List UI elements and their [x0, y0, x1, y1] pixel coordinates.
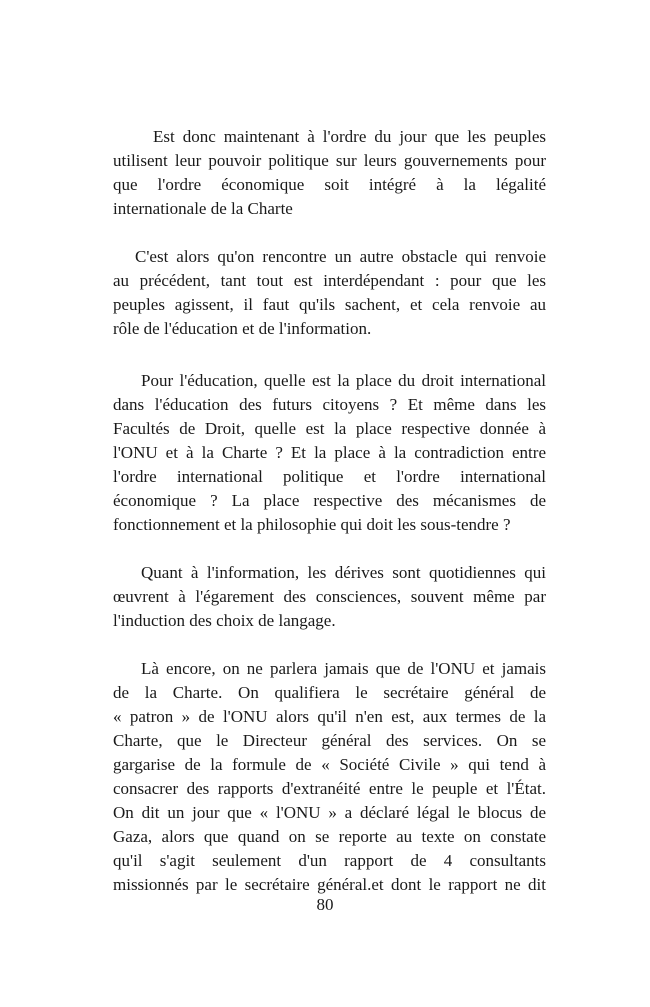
text-line: Gaza, alors que quand on se reporte au texte on constate	[113, 827, 546, 846]
text-line: consacrer des rapports d'extranéité entre le peuple et l'État.	[113, 779, 546, 798]
text-line: au précédent, tant tout est interdépendant : pour que les	[113, 271, 546, 290]
text-line: fonctionnement et la philosophie qui doit les sous-tendre ?	[113, 515, 511, 534]
text-line: qu'il s'agit seulement d'un rapport de 4 consultants	[113, 851, 546, 870]
text-line: Là encore, on ne parlera jamais que de l'ONU et jamais	[141, 659, 546, 678]
text-line: de la Charte. On qualifiera le secrétaire général de	[113, 683, 546, 702]
text-line: dans l'éducation des futurs citoyens ? Et même dans les	[113, 395, 546, 414]
text-line: missionnés par le secrétaire général.et dont le rapport ne dit	[113, 875, 546, 894]
text-line: que l'ordre économique soit intégré à la légalité	[113, 175, 546, 194]
text-line: « patron » de l'ONU alors qu'il n'en est, aux termes de la	[113, 707, 546, 726]
text-line: internationale de la Charte	[113, 199, 293, 218]
text-line: l'ONU et à la Charte ? Et la place à la contradiction entre	[113, 443, 546, 462]
text-line: Quant à l'information, les dérives sont quotidiennes qui	[141, 563, 546, 582]
text-line: C'est alors qu'on rencontre un autre obstacle qui renvoie	[135, 247, 546, 266]
text-line: œuvrent à l'égarement des consciences, souvent même par	[113, 587, 546, 606]
text-line: peuples agissent, il faut qu'ils sachent, et cela renvoie au	[113, 295, 546, 314]
paragraph	[113, 561, 546, 633]
text-line: Charte, que le Directeur général des services. On se	[113, 731, 546, 750]
text-line: l'ordre international politique et l'ordre international	[113, 467, 546, 486]
text-line: utilisent leur pouvoir politique sur leurs gouvernements pour	[113, 151, 546, 170]
page-body	[113, 125, 546, 921]
page-number: 80	[316, 895, 334, 914]
paragraph	[113, 245, 546, 341]
text-line: Est donc maintenant à l'ordre du jour que les peuples	[153, 127, 546, 146]
text-line: On dit un jour que « l'ONU » a déclaré légal le blocus de	[113, 803, 546, 822]
text-line: Pour l'éducation, quelle est la place du droit international	[141, 371, 546, 390]
paragraph	[113, 657, 546, 897]
text-line: Facultés de Droit, quelle est la place respective donnée à	[113, 419, 546, 438]
text-line: économique ? La place respective des mécanismes de	[113, 491, 546, 510]
text-line: gargarise de la formule de « Société Civile » qui tend à	[113, 755, 546, 774]
paragraph	[113, 369, 546, 537]
text-line: rôle de l'éducation et de l'information.	[113, 319, 372, 338]
paragraph	[113, 125, 546, 221]
text-line: l'induction des choix de langage.	[113, 611, 336, 630]
